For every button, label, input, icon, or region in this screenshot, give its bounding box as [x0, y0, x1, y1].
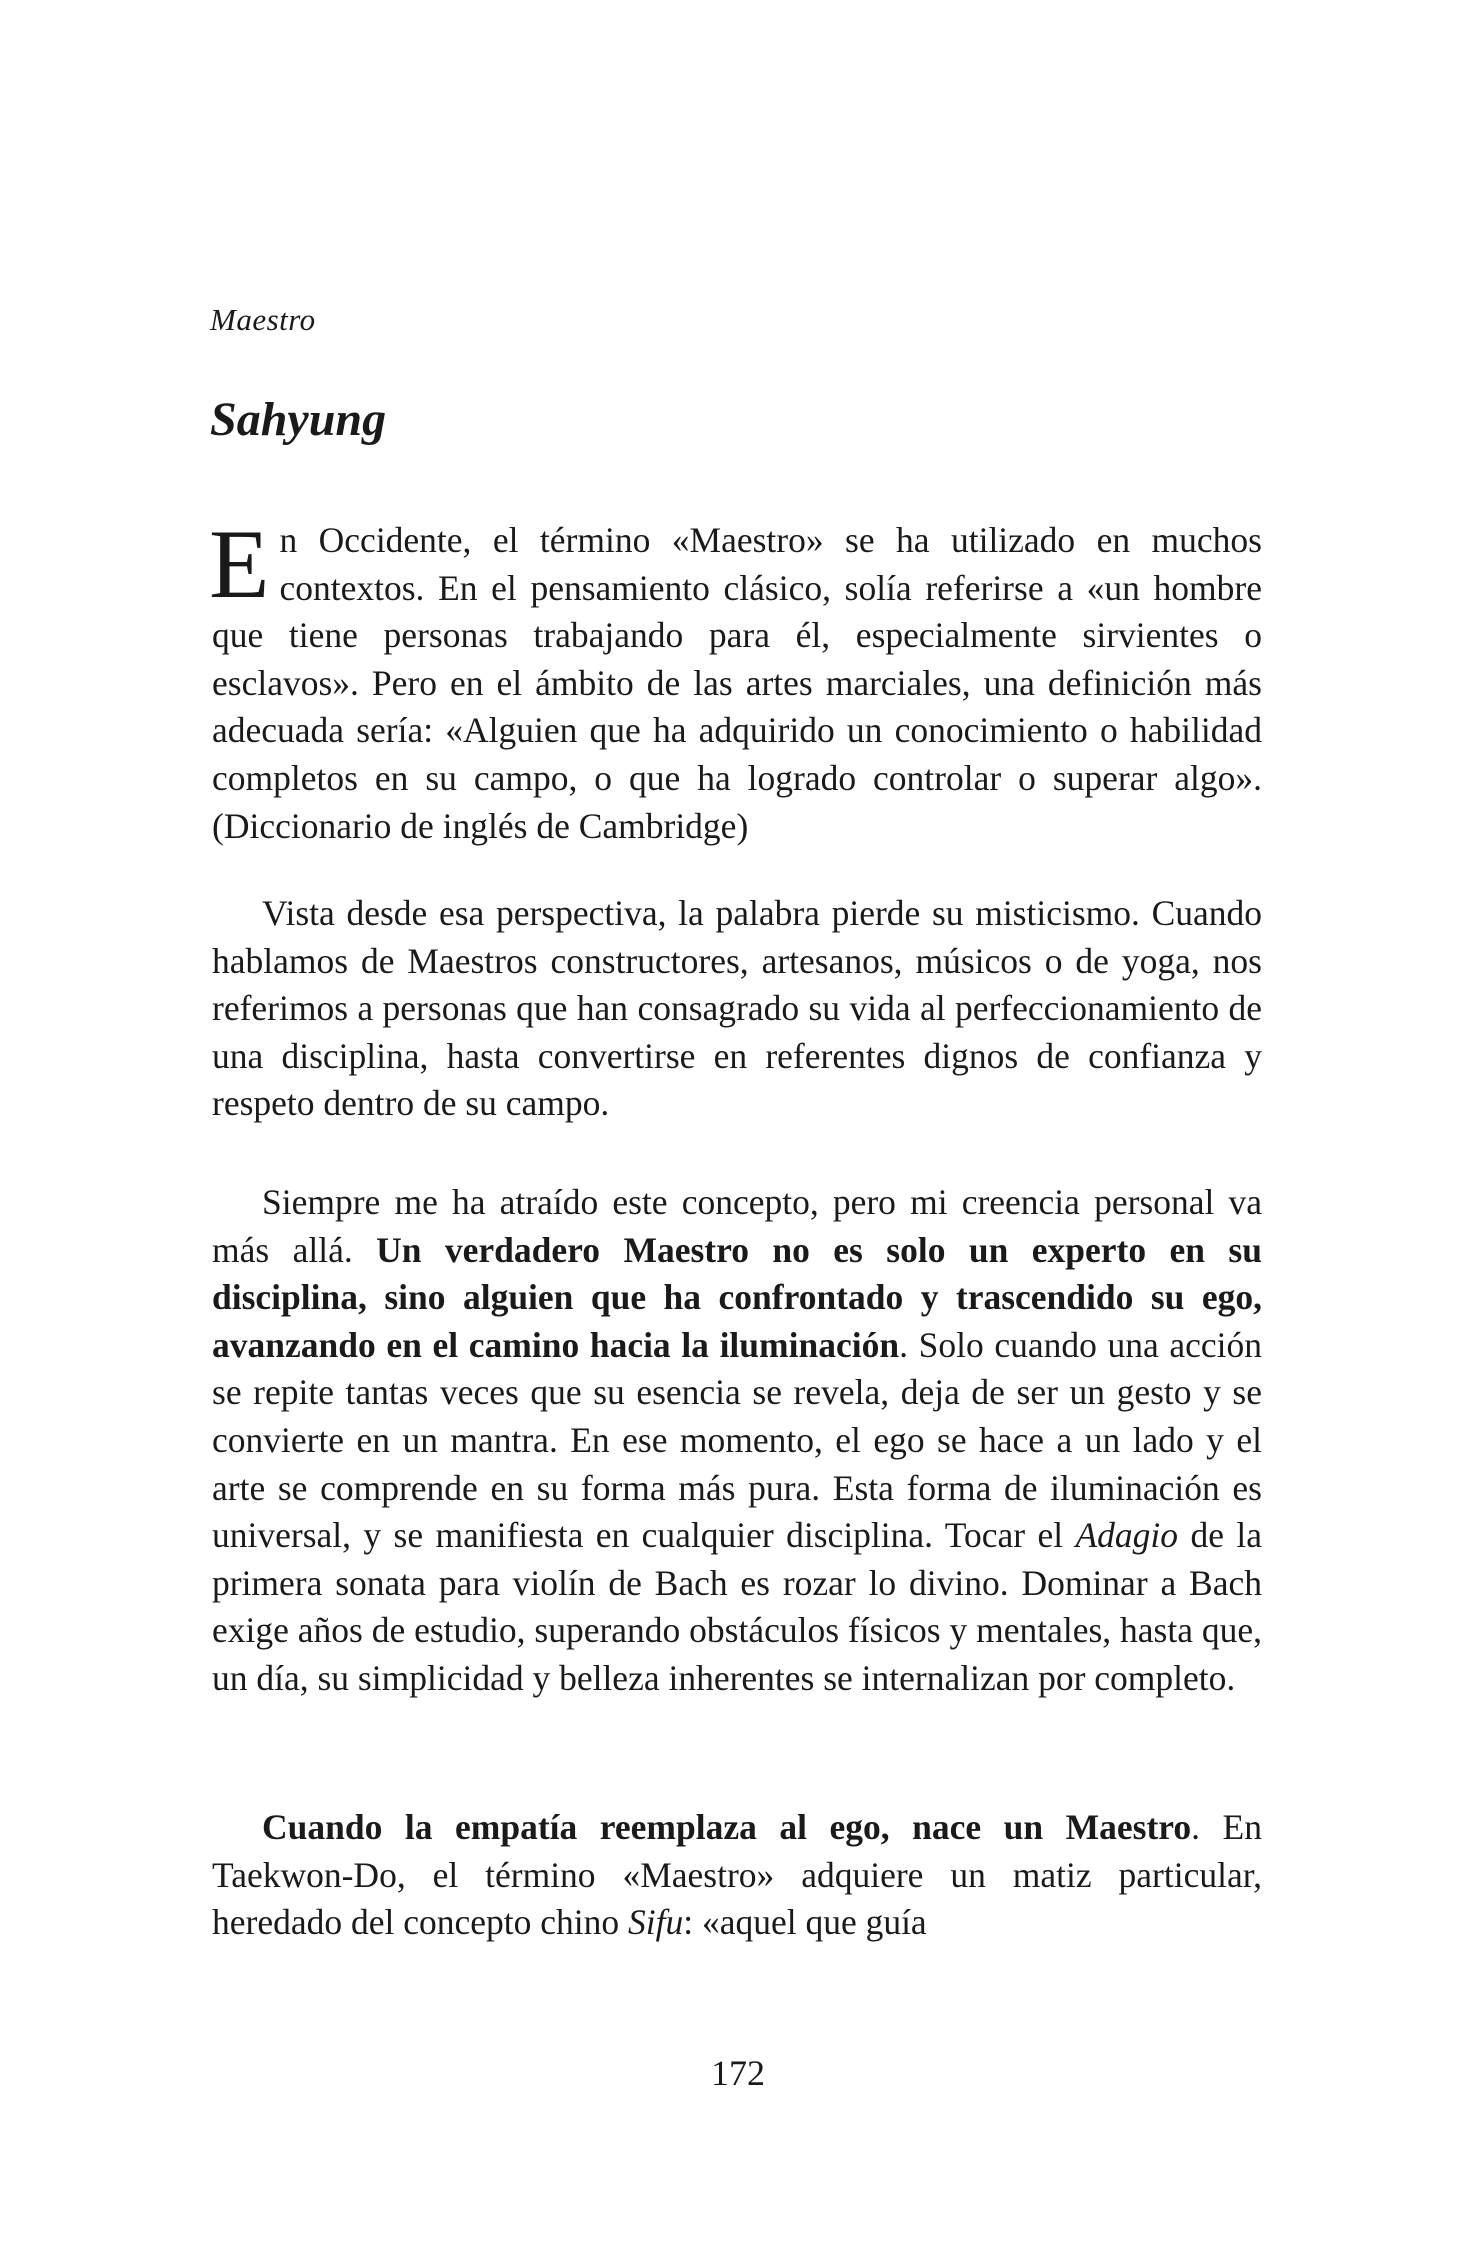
drop-cap: E — [209, 510, 270, 619]
body-text-3 — [212, 1179, 1262, 1703]
page-number: 172 — [711, 2053, 765, 2093]
paragraph-4-term: Sifu — [627, 1902, 684, 1943]
paragraph-3-text-b: . Solo cuando una acción se repite tantas veces que su esencia se revela, deja de ser un gesto y se convierte en un mantra. En ese momento, el ego se hace a un lado y el arte se comprende en su forma más pura. Esta forma de iluminación es universal, y se manifiesta en cualquier disciplina. Tocar el — [212, 1324, 1262, 1556]
paragraph-1 — [209, 510, 1262, 850]
body-text-2 — [212, 890, 1262, 1128]
body-text — [209, 510, 1262, 850]
paragraph-3-text-a: Siempre me ha atraído este concepto, pero mi creencia personal va más allá. — [212, 1182, 1262, 1270]
paragraph-3-text-c: de la primera sonata para violín de Bach es rozar lo divino. Dominar a Bach exige años de estudio, superando obstáculos físicos y mentales, hasta que, un día, su simplicidad y belleza inherentes se internalizan por completo. — [212, 1515, 1262, 1698]
paragraph-1-text: n Occidente, el término «Maestro» se ha utilizado en muchos contextos. En el pensamiento clásico, solía referirse a «un hombre que tiene personas trabajando para él, especialmente sirvientes o esclavos». Pero en el ámbito de las artes marciales, una definición más adecuada sería: «Alguien que ha adquirido un conocimiento o habilidad completos en su campo, o que ha logrado controlar o superar algo». (Diccionario de inglés de Cambridge) — [212, 520, 1262, 846]
paragraph-2: Vista desde esa perspectiva, la palabra pierde su misticismo. Cuando hablamos de Maestros constructores, artesanos, músicos o de yoga, nos referimos a personas que han consagrado su vida al perfeccionamiento de una disciplina, hasta convertirse en referentes dignos de confianza y respeto dentro de su campo. — [212, 893, 1262, 1124]
chapter-title: Sahyung — [210, 393, 387, 446]
paragraph-4-text-b: : «aquel que guía — [683, 1902, 927, 1943]
body-text-4 — [212, 1804, 1262, 1947]
paragraph-3-emphasis: Un verdadero Maestro no es solo un experto en su disciplina, sino alguien que ha confrontado y trascendido su ego, avanzando en el camino hacia la iluminación — [212, 1229, 1262, 1365]
paragraph-4-emphasis: Cuando la empatía reemplaza al ego, nace un Maestro — [262, 1807, 1192, 1847]
paragraph-4 — [212, 1804, 1262, 1947]
paragraph-3 — [212, 1179, 1262, 1703]
paragraph-4-text-a: . En Taekwon-Do, el término «Maestro» adquiere un matiz particular, heredado del concepto chino — [212, 1807, 1262, 1943]
paragraph-3-work-title: Adagio — [1075, 1515, 1179, 1556]
running-head: Maestro — [210, 302, 316, 337]
